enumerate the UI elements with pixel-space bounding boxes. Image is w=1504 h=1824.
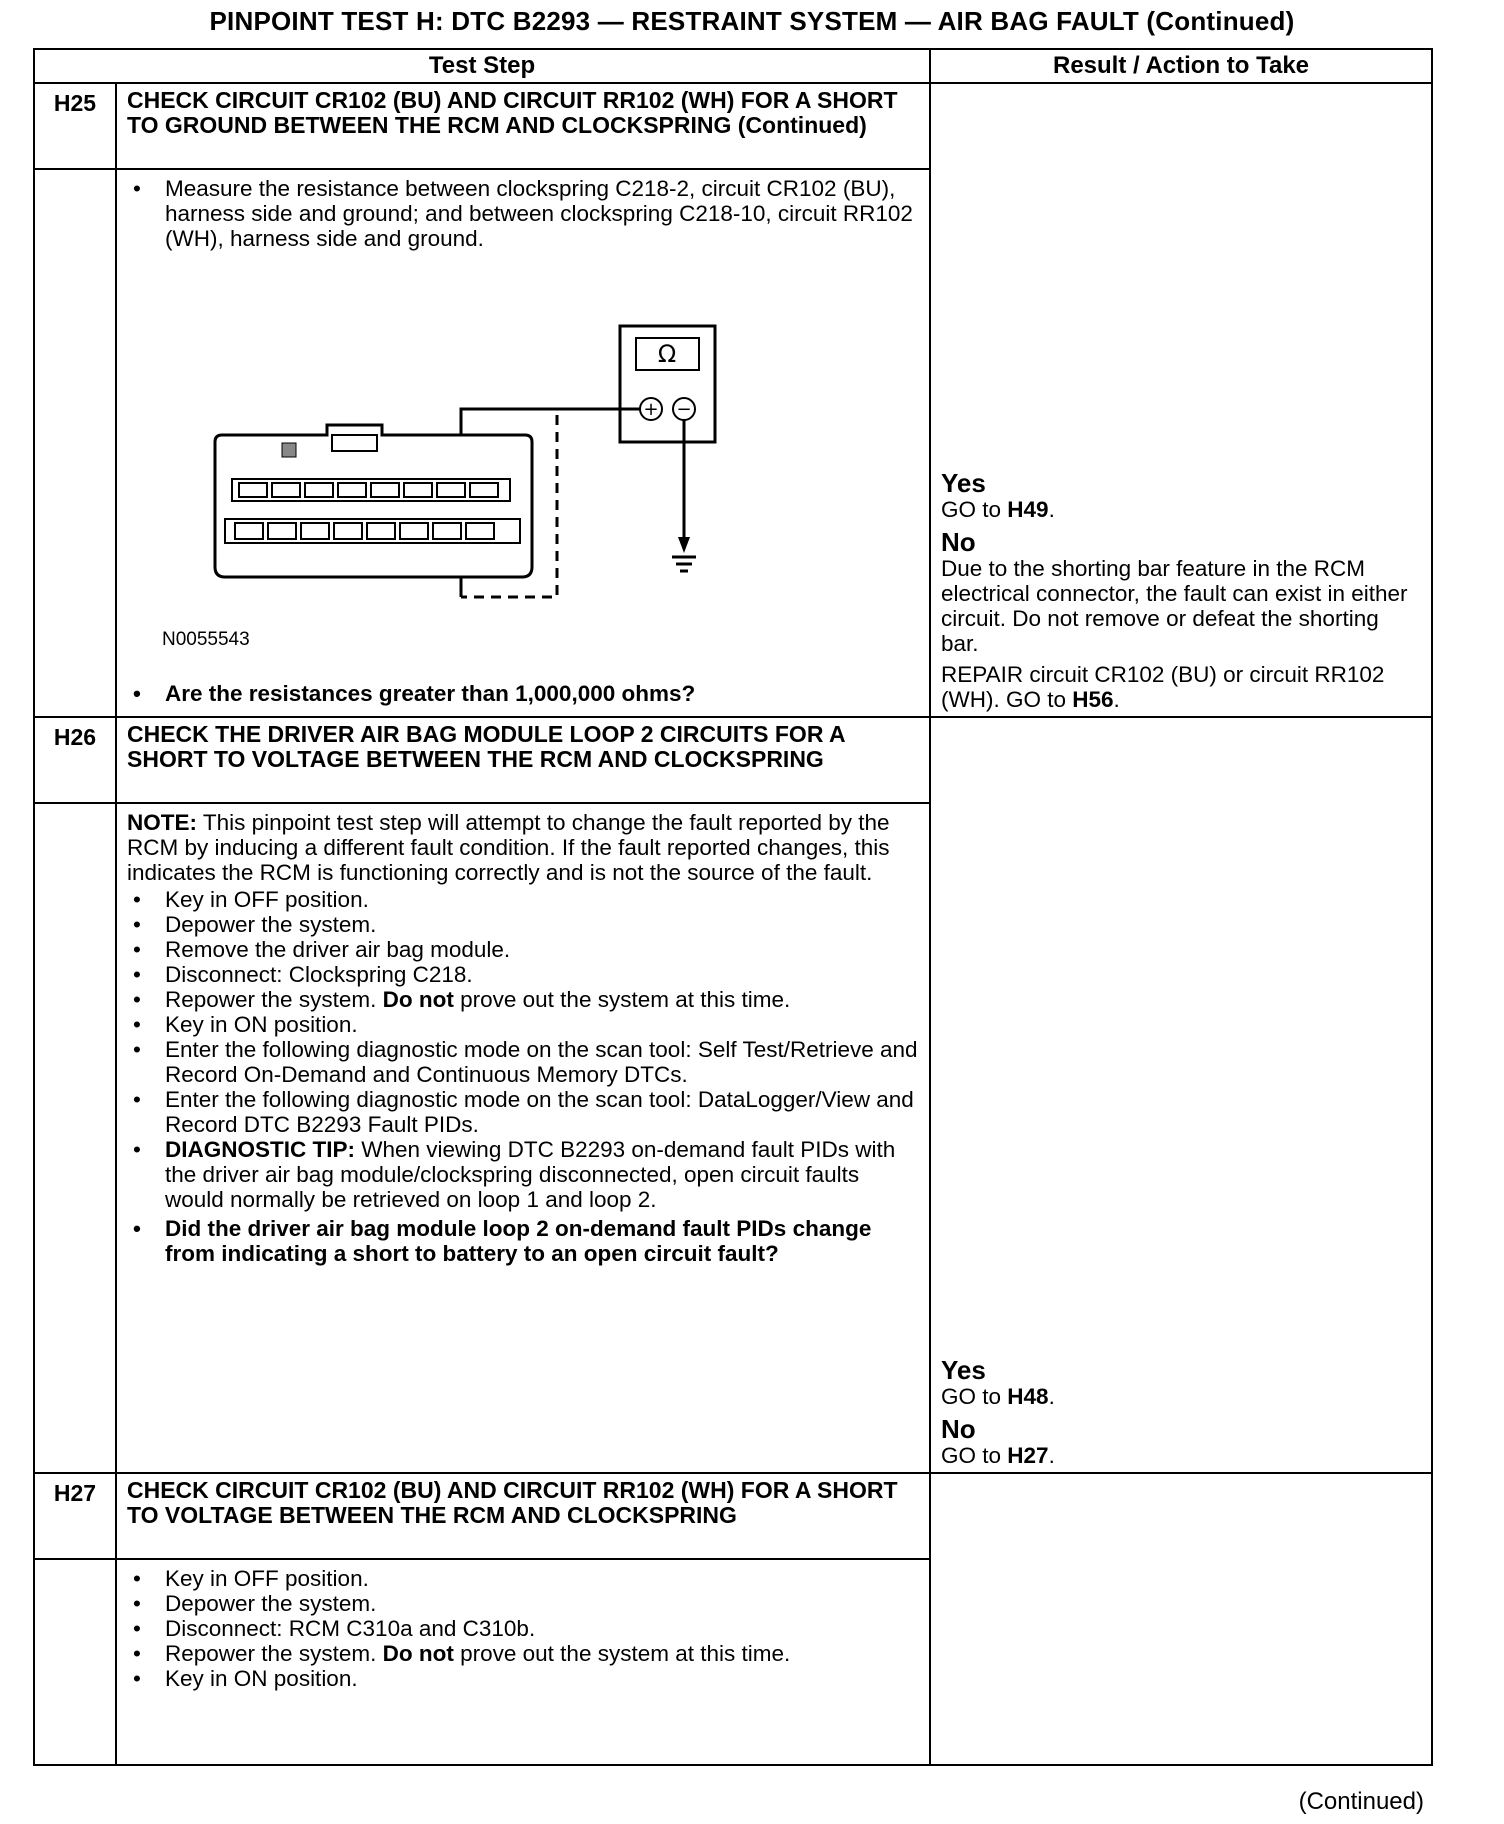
list-item: • Repower the system. Do not prove out the system at this time. (127, 987, 919, 1012)
step-body-h25 (116, 169, 930, 717)
list-item: • Key in OFF position. (127, 1566, 919, 1591)
step-h26-title-row (34, 717, 1432, 803)
list-item: • Depower the system. (127, 1591, 919, 1616)
list-item: • Enter the following diagnostic mode on the scan tool: DataLogger/View and Record DTC B2293 Fault PIDs. (127, 1087, 919, 1137)
ohm-symbol: Ω (657, 340, 677, 368)
result-yes-action: GO to H48. (941, 1384, 1055, 1409)
connector-diagram (127, 257, 919, 677)
list-item: • Repower the system. Do not prove out the system at this time. (127, 1641, 919, 1666)
list-item: • Disconnect: RCM C310a and C310b. (127, 1616, 919, 1641)
list-item: • Enter the following diagnostic mode on the scan tool: Self Test/Retrieve and Record On-Demand and Continuous Memory DTCs. (127, 1037, 919, 1087)
step-id-h25: H25 (34, 83, 116, 169)
result-yes-label: Yes (941, 468, 986, 498)
step-body-h27 (116, 1559, 930, 1765)
list-item: • Measure the resistance between clockspring C218-2, circuit CR102 (BU), harness side and ground; and between clockspring C218-10, circuit RR102 (WH), harness side and ground. (127, 176, 919, 251)
step-title-h25: CHECK CIRCUIT CR102 (BU) AND CIRCUIT RR102 (WH) FOR A SHORT TO GROUND BETWEEN THE RCM AND CLOCKSPRING (Continued) (116, 83, 930, 169)
minus-sign: − (676, 399, 692, 420)
list-item: • Depower the system. (127, 912, 919, 937)
ground-probe-tip (678, 537, 690, 553)
result-no-action: GO to H27. (941, 1443, 1055, 1468)
step-id-h26: H26 (34, 717, 116, 803)
list-item: • Key in ON position. (127, 1012, 919, 1037)
plus-sign: + (643, 399, 659, 420)
figure-id: N0055543 (162, 629, 250, 650)
header-result: Result / Action to Take (930, 49, 1432, 83)
pinpoint-test-table (33, 48, 1433, 1766)
step-question-h26: • Did the driver air bag module loop 2 on-demand fault PIDs change from indicating a short to battery to an open circuit fault? (127, 1216, 919, 1266)
list-item: • Key in OFF position. (127, 887, 919, 912)
connector-diagram-svg (127, 257, 887, 677)
table-header-row (34, 49, 1432, 83)
page-title: PINPOINT TEST H: DTC B2293 — RESTRAINT SYSTEM — AIR BAG FAULT (Continued) (209, 6, 1295, 36)
step-title-h26: CHECK THE DRIVER AIR BAG MODULE LOOP 2 CIRCUITS FOR A SHORT TO VOLTAGE BETWEEN THE RCM AND CLOCKSPRING (116, 717, 930, 803)
goto-h48-link[interactable]: H48 (1007, 1384, 1049, 1409)
continued-label: (Continued) (1298, 1788, 1424, 1815)
step-body-h26 (116, 803, 930, 1473)
note-paragraph: NOTE: This pinpoint test step will attempt to change the fault reported by the RCM by inducing a different fault condition. If the fault reported changes, this indicates the RCM is functioning correctly and is not the source of the fault. (127, 810, 890, 885)
connector-latch (332, 435, 377, 451)
header-test-step: Test Step (34, 49, 930, 83)
list-item: • Remove the driver air bag module. (127, 937, 919, 962)
goto-h49-link[interactable]: H49 (1007, 497, 1049, 522)
result-no-label: No (941, 1414, 976, 1444)
step-h25-title-row (34, 83, 1432, 169)
pin-one-marker (282, 443, 296, 457)
result-yes-action: GO to H49. (941, 497, 1055, 522)
result-no-explanation: Due to the shorting bar feature in the RCM electrical connector, the fault can exist in either circuit. Do not remove or defeat the shorting bar. (941, 556, 1408, 656)
result-cell-h25 (930, 83, 1432, 717)
step-question-h25: • Are the resistances greater than 1,000,000 ohms? (127, 681, 919, 706)
step-h27-title-row (34, 1473, 1432, 1559)
result-no-label: No (941, 527, 976, 557)
result-yes-label: Yes (941, 1355, 986, 1385)
goto-h56-link[interactable]: H56 (1072, 687, 1114, 712)
result-cell-h27 (930, 1473, 1432, 1765)
result-no-action: REPAIR circuit CR102 (BU) or circuit RR102 (WH). GO to H56. (941, 662, 1385, 712)
goto-h27-link[interactable]: H27 (1007, 1443, 1049, 1468)
step-id-h27: H27 (34, 1473, 116, 1559)
list-item: • Key in ON position. (127, 1666, 919, 1691)
result-cell-h26 (930, 717, 1432, 1473)
diagnostic-tip: • DIAGNOSTIC TIP: When viewing DTC B2293 on-demand fault PIDs with the driver air bag module/clockspring disconnected, open circuit faults would normally be retrieved on loop 1 and loop 2. (127, 1137, 919, 1212)
step-title-h27: CHECK CIRCUIT CR102 (BU) AND CIRCUIT RR102 (WH) FOR A SHORT TO VOLTAGE BETWEEN THE RCM AND CLOCKSPRING (116, 1473, 930, 1559)
list-item: • Disconnect: Clockspring C218. (127, 962, 919, 987)
